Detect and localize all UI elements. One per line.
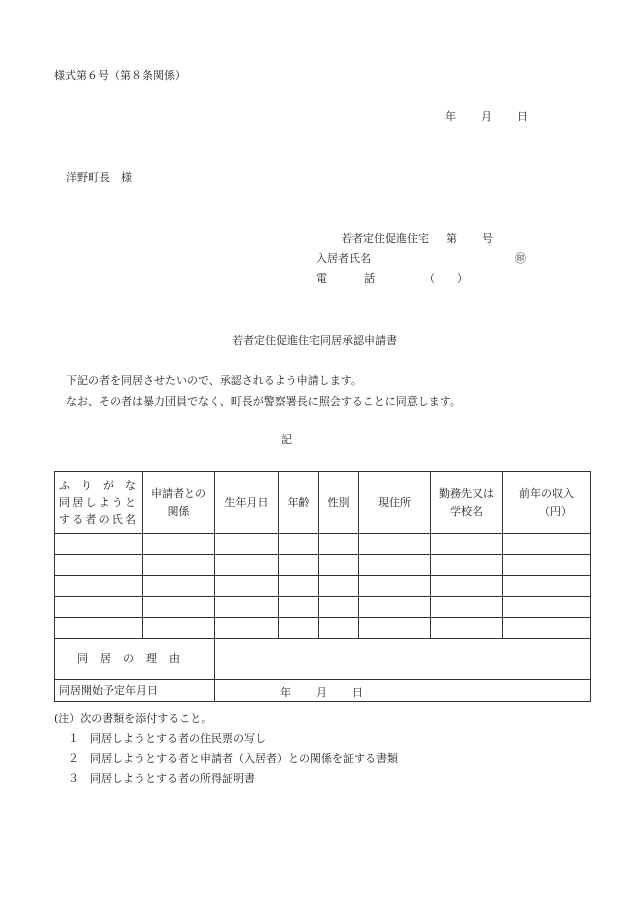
table-row: [55, 618, 591, 639]
table-cell[interactable]: [503, 618, 591, 639]
table-cell[interactable]: [359, 555, 431, 576]
table-cell[interactable]: [279, 576, 319, 597]
header-sex: 性別: [319, 472, 359, 534]
note-number: １: [68, 732, 79, 745]
table-cell[interactable]: [431, 576, 503, 597]
form-number: 様式第６号（第８条関係）: [54, 69, 186, 82]
table-cell[interactable]: [319, 597, 359, 618]
start-date-row: [55, 680, 591, 702]
start-date-day: 日: [352, 686, 363, 699]
table-cell[interactable]: [215, 534, 279, 555]
table-cell[interactable]: [319, 618, 359, 639]
header-income-line1: 前年の収入: [519, 487, 574, 501]
addressee: 洋野町長 様: [66, 171, 132, 184]
note-text: 同居しようとする者の所得証明書: [90, 772, 255, 785]
document-title: 若者定住促進住宅同居承認申請書: [232, 334, 397, 347]
table-cell[interactable]: [143, 597, 215, 618]
header-age: 年齢: [279, 472, 319, 534]
table-row: [55, 555, 591, 576]
table-cell[interactable]: [359, 597, 431, 618]
table-cell[interactable]: [55, 555, 143, 576]
table-row: [55, 597, 591, 618]
ki-mark: 記: [281, 433, 292, 446]
table-header-row: [55, 472, 591, 534]
table-cell[interactable]: [279, 597, 319, 618]
header-furigana-line3: する者の氏名: [59, 513, 136, 527]
start-date-field[interactable]: [215, 680, 591, 702]
header-furigana: [55, 472, 143, 534]
table-cell[interactable]: [319, 555, 359, 576]
table-cell[interactable]: [215, 555, 279, 576]
table-cell[interactable]: [431, 555, 503, 576]
table-cell[interactable]: [359, 534, 431, 555]
phone-label-2: 話: [364, 272, 375, 285]
note-number: ３: [68, 772, 79, 785]
table-cell[interactable]: [431, 534, 503, 555]
table-cell[interactable]: [55, 576, 143, 597]
note-item: [68, 770, 255, 786]
date-day: 日: [517, 110, 528, 123]
table-row: [55, 576, 591, 597]
table-cell[interactable]: [431, 597, 503, 618]
header-income-line2: （円）: [539, 504, 572, 518]
table-cell[interactable]: [503, 576, 591, 597]
body-line-1: 下記の者を同居させたいので、承認されるよう申請します。: [66, 374, 362, 387]
table-cell[interactable]: [143, 534, 215, 555]
housing-gou: 号: [482, 232, 493, 245]
table-cell[interactable]: [279, 534, 319, 555]
header-furigana-line1: ふりがな: [59, 478, 136, 492]
table-cell[interactable]: [143, 618, 215, 639]
header-furigana-line2: 同居しようと: [59, 495, 136, 509]
table-cell[interactable]: [279, 618, 319, 639]
housing-dai: 第: [446, 232, 457, 245]
table-cell[interactable]: [319, 534, 359, 555]
start-date-year: 年: [280, 686, 291, 699]
note-item: [68, 750, 398, 766]
table-cell[interactable]: [279, 555, 319, 576]
header-address: 現住所: [359, 472, 431, 534]
note-text: 同居しようとする者の住民票の写し: [90, 732, 266, 745]
header-relation-line2: 関係: [167, 504, 190, 518]
table-cell[interactable]: [143, 576, 215, 597]
table-cell[interactable]: [215, 576, 279, 597]
table-cell[interactable]: [215, 618, 279, 639]
header-relation-line1: 申請者との: [151, 487, 206, 501]
table-cell[interactable]: [55, 618, 143, 639]
note-item: [68, 730, 266, 746]
table-cell[interactable]: [359, 576, 431, 597]
table-cell[interactable]: [359, 618, 431, 639]
header-relation: [143, 472, 215, 534]
table-cell[interactable]: [431, 618, 503, 639]
table-cell[interactable]: [55, 534, 143, 555]
reason-row: [55, 639, 591, 680]
table-cell[interactable]: [143, 555, 215, 576]
resident-name-label: 入居者氏名: [316, 252, 371, 265]
table-row: [55, 534, 591, 555]
note-text: 同居しようとする者と申請者（入居者）との関係を証する書類: [90, 752, 398, 765]
table-cell[interactable]: [503, 555, 591, 576]
header-workplace-line2: 学校名: [450, 504, 483, 518]
reason-field[interactable]: [215, 639, 591, 680]
header-income: [503, 472, 591, 534]
header-birthdate: 生年月日: [215, 472, 279, 534]
table-cell[interactable]: [215, 597, 279, 618]
table-cell[interactable]: [319, 576, 359, 597]
note-number: ２: [68, 752, 79, 765]
housing-label: 若者定住促進住宅: [341, 232, 429, 245]
table-cell[interactable]: [503, 534, 591, 555]
table-cell[interactable]: [503, 597, 591, 618]
start-date-month: 月: [316, 686, 327, 699]
reason-label: 同居の理由: [55, 639, 215, 680]
cohabitant-table: [54, 471, 591, 702]
date-year: 年: [445, 110, 456, 123]
seal-mark: ㊞: [515, 252, 526, 265]
phone-label-1: 電: [316, 272, 327, 285]
header-workplace: [431, 472, 503, 534]
header-workplace-line1: 勤務先又は: [439, 487, 494, 501]
body-line-2: なお、その者は暴力団員でなく、町長が警察署長に照会することに同意します。: [66, 395, 461, 408]
table-cell[interactable]: [55, 597, 143, 618]
date-month: 月: [481, 110, 492, 123]
start-date-label: 同居開始予定年月日: [55, 680, 215, 702]
phone-parens: （ ）: [424, 272, 468, 285]
notes-heading: (注）次の書類を添付すること。: [54, 712, 213, 725]
